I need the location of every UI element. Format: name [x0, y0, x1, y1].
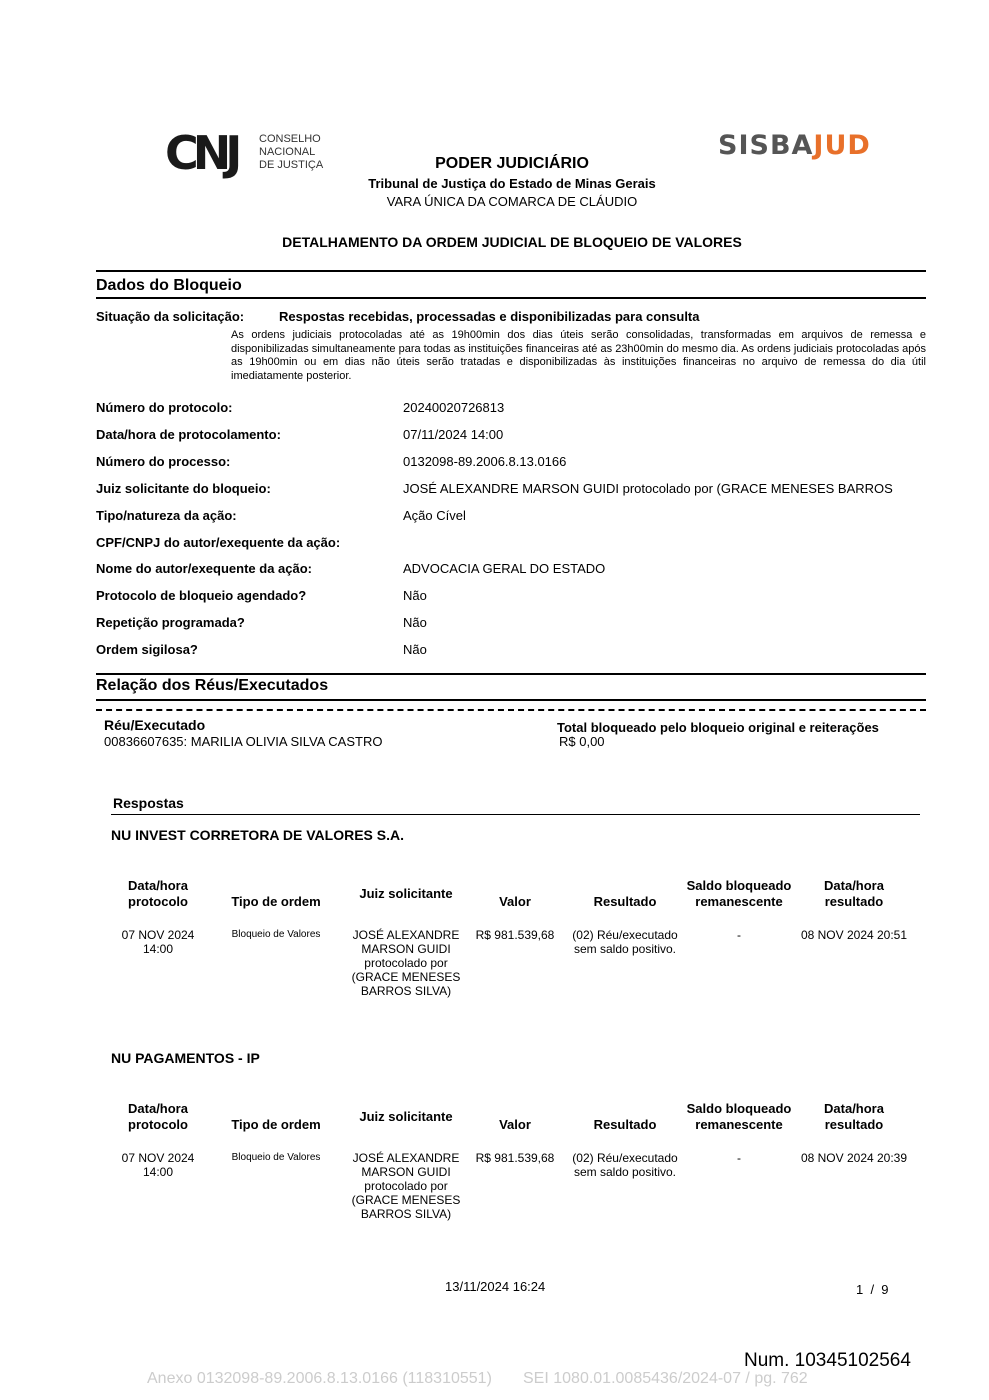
field-value: 20240020726813	[403, 400, 505, 415]
field-value: Não	[403, 642, 427, 657]
footer-annex: Anexo 0132098-89.2006.8.13.0166 (118310551) SEI 1080.01.0085436/2024-07 / pg. 762	[147, 1370, 808, 1387]
field-label: Número do protocolo:	[96, 400, 233, 415]
respostas-rule	[111, 814, 920, 815]
column-header-resultado: Resultado	[593, 1117, 657, 1132]
column-header-data-protocolo	[108, 878, 208, 910]
reu-value: 00836607635: MARILIA OLIVIA SILVA CASTRO	[104, 734, 383, 749]
dashed-separator	[96, 709, 926, 711]
cell-line: MARSON GUIDI	[361, 942, 451, 956]
table-row-cell-data	[108, 928, 208, 956]
table-row-cell-valor: R$ 981.539,68	[475, 928, 555, 942]
field-value: Não	[403, 588, 427, 603]
cell-line: (GRACE MENESES	[351, 970, 461, 984]
cell-line: protocolado por	[364, 1179, 448, 1193]
column-header-valor: Valor	[499, 1117, 531, 1132]
column-header-line: Data/hora	[128, 878, 188, 893]
cell-line: sem saldo positivo.	[573, 942, 677, 956]
cnj-line-2: NACIONAL	[259, 146, 316, 158]
cnj-line-1: CONSELHO	[259, 133, 321, 145]
total-label: Total bloqueado pelo bloqueio original e reiterações	[557, 720, 879, 735]
respostas-title: Respostas	[113, 795, 184, 811]
cell-line: MARSON GUIDI	[361, 1165, 451, 1179]
field-label: Tipo/natureza da ação:	[96, 508, 237, 523]
document-title: DETALHAMENTO DA ORDEM JUDICIAL DE BLOQUEIO DE VALORES	[282, 234, 742, 250]
column-header-line: resultado	[824, 1117, 884, 1132]
table-row-cell-juiz	[346, 928, 466, 998]
cell-line: BARROS SILVA)	[360, 1207, 452, 1221]
section-rule-top	[96, 270, 926, 272]
section-rule-top	[96, 673, 926, 675]
column-header-line: Data/hora	[128, 1101, 188, 1116]
section-rule-bottom	[96, 699, 926, 701]
field-label: Protocolo de bloqueio agendado?	[96, 588, 307, 603]
table-row-cell-saldo: -	[737, 1151, 741, 1165]
table-row-cell-valor: R$ 981.539,68	[475, 1151, 555, 1165]
reu-label: Réu/Executado	[104, 717, 206, 733]
column-header-data-protocolo	[108, 1101, 208, 1133]
column-header-juiz: Juiz solicitante	[359, 1109, 453, 1124]
cell-line: 07 NOV 2024	[121, 1151, 195, 1165]
cell-line: 07 NOV 2024	[121, 928, 195, 942]
field-value: 0132098-89.2006.8.13.0166	[403, 454, 567, 469]
column-header-juiz: Juiz solicitante	[359, 886, 453, 901]
header-title: PODER JUDICIÁRIO	[435, 155, 589, 172]
column-header-saldo	[680, 1101, 798, 1133]
situacao-label: Situação da solicitação:	[96, 309, 245, 324]
column-header-tipo: Tipo de ordem	[231, 1117, 321, 1132]
field-label: Data/hora de protocolamento:	[96, 427, 281, 442]
column-header-line: Data/hora	[824, 1101, 884, 1116]
cell-line: (02) Réu/executado	[572, 928, 678, 942]
column-header-line: Saldo bloqueado	[686, 1101, 792, 1116]
column-header-resultado: Resultado	[593, 894, 657, 909]
cell-line: 14:00	[142, 1165, 174, 1179]
table-row-cell-tipo: Bloqueio de Valores	[231, 929, 321, 940]
cell-line: (GRACE MENESES	[351, 1193, 461, 1207]
column-header-valor: Valor	[499, 894, 531, 909]
field-label: CPF/CNPJ do autor/exequente da ação:	[96, 535, 341, 550]
table-row-cell-tipo: Bloqueio de Valores	[231, 1152, 321, 1163]
cnj-logo-letters: CNJ	[165, 126, 237, 180]
column-header-line: remanescente	[695, 1117, 783, 1132]
footer-document-number: Num. 10345102564	[744, 1350, 911, 1371]
section-title-reus: Relação dos Réus/Executados	[96, 677, 329, 694]
situacao-value: Respostas recebidas, processadas e disponibilizadas para consulta	[279, 309, 700, 324]
field-value: JOSÉ ALEXANDRE MARSON GUIDI protocolado por (GRACE MENESES BARROS	[403, 481, 893, 496]
table-row-cell-data	[108, 1151, 208, 1179]
sisbajud-logo-part2: JUD	[813, 130, 871, 161]
column-header-saldo	[680, 878, 798, 910]
column-header-line: Saldo bloqueado	[686, 878, 792, 893]
sisbajud-logo-part1: SISBA	[718, 130, 814, 161]
field-value: Não	[403, 615, 427, 630]
section-rule-bottom	[96, 297, 926, 299]
cell-line: sem saldo positivo.	[573, 1165, 677, 1179]
column-header-tipo: Tipo de ordem	[231, 894, 321, 909]
footer-datetime: 13/11/2024 16:24	[445, 1279, 546, 1294]
field-label: Repetição programada?	[96, 615, 245, 630]
column-header-line: protocolo	[128, 894, 188, 909]
table-row-cell-data-resultado: 08 NOV 2024 20:39	[800, 1151, 908, 1165]
field-value: ADVOCACIA GERAL DO ESTADO	[403, 561, 606, 576]
column-header-line: Data/hora	[824, 878, 884, 893]
cnj-line-3: DE JUSTIÇA	[259, 159, 324, 171]
table-row-cell-data-resultado: 08 NOV 2024 20:51	[800, 928, 908, 942]
section-title-dados: Dados do Bloqueio	[96, 277, 242, 294]
table-row-cell-saldo: -	[737, 928, 741, 942]
field-label: Número do processo:	[96, 454, 231, 469]
situacao-note: As ordens judiciais protocoladas até as 19h00min dos dias úteis serão consolidadas, transformadas em arquivos de remessa e disponibilizadas simultaneamente para todas as instituições financeiras até as 23h00min do mesmo dia. As ordens judiciais protocoladas após as 19h00min ou em dias não úteis serão tratadas e disponibilizadas às instituições financeiras no arquivo de remessa do dia útil imediatamente posterior.	[231, 329, 926, 382]
total-value: R$ 0,00	[559, 734, 605, 749]
footer-page-number: 1 / 9	[856, 1282, 889, 1297]
cell-line: 14:00	[142, 942, 174, 956]
field-value: Ação Cível	[403, 508, 466, 523]
institution-name: NU PAGAMENTOS - IP	[111, 1050, 260, 1066]
table-row-cell-resultado	[567, 1151, 683, 1179]
column-header-data-resultado	[800, 1101, 908, 1133]
cell-line: JOSÉ ALEXANDRE	[352, 1151, 460, 1165]
header-court: Tribunal de Justiça do Estado de Minas Gerais	[368, 176, 656, 191]
table-row-cell-juiz	[346, 1151, 466, 1221]
field-label: Nome do autor/exequente da ação:	[96, 561, 312, 576]
column-header-data-resultado	[800, 878, 908, 910]
cell-line: (02) Réu/executado	[572, 1151, 678, 1165]
column-header-line: remanescente	[695, 894, 783, 909]
cell-line: protocolado por	[364, 956, 448, 970]
institution-name: NU INVEST CORRETORA DE VALORES S.A.	[111, 827, 404, 843]
column-header-line: protocolo	[128, 1117, 188, 1132]
table-row-cell-resultado	[567, 928, 683, 956]
cell-line: BARROS SILVA)	[360, 984, 452, 998]
column-header-line: resultado	[824, 894, 884, 909]
field-label: Juiz solicitante do bloqueio:	[96, 481, 271, 496]
field-value: 07/11/2024 14:00	[403, 427, 504, 442]
field-label: Ordem sigilosa?	[96, 642, 198, 657]
cell-line: JOSÉ ALEXANDRE	[352, 928, 460, 942]
header-vara: VARA ÚNICA DA COMARCA DE CLÁUDIO	[386, 194, 638, 209]
